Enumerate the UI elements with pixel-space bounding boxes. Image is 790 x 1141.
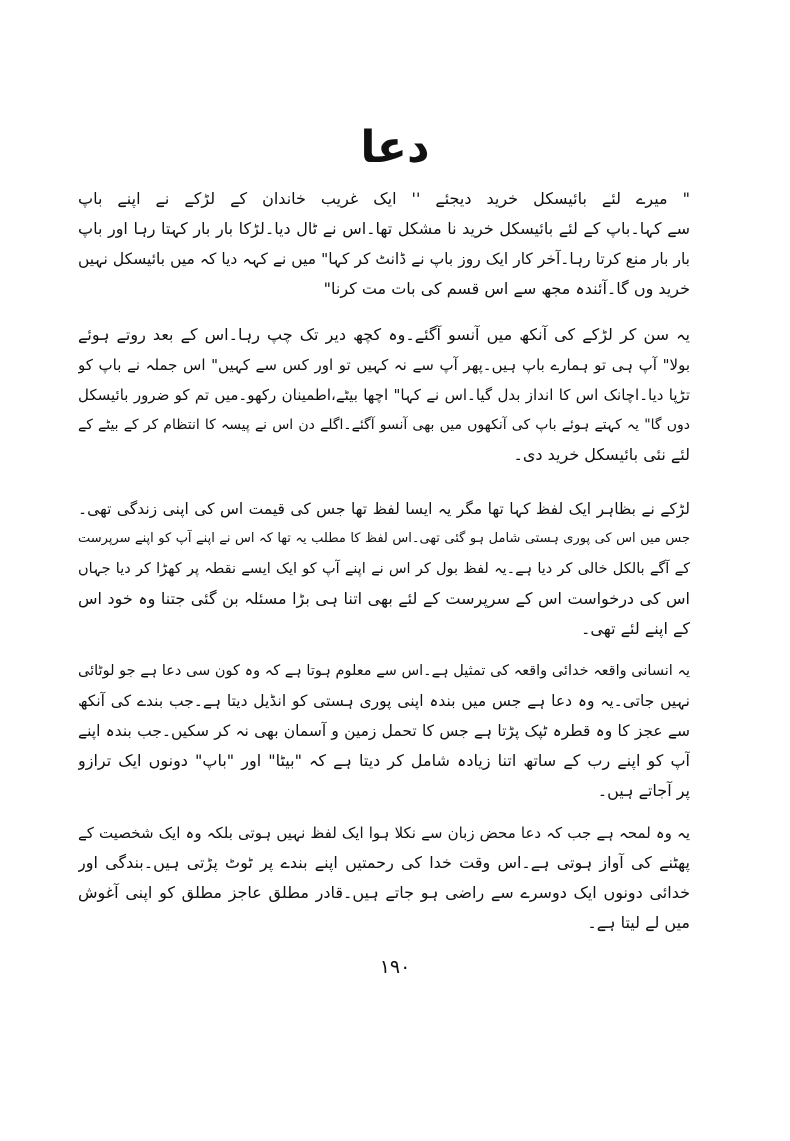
text-line: میں لے لیتا ہے۔ xyxy=(587,913,690,932)
text-line: یہ سن کر لڑکے کی آنکھ میں آنسو آگئے۔وہ کچھ دیر تک چپ رہا۔اس کے بعد روتے ہوئے xyxy=(78,325,690,344)
text-line: لئے نئی بائیسکل خرید دی۔ xyxy=(513,445,690,464)
text-line: کے اپنے لئے تھی۔ xyxy=(581,619,690,638)
page-number: ۱۹۰ xyxy=(379,956,411,978)
text-line: جس میں اس کی پوری ہستی شامل ہو گئی تھی۔اس لفظ کا مطلب یہ تھا کہ اس نے اپنے آپ کو اپنے سرپرست xyxy=(78,531,690,546)
text-line: خرید وں گا۔آئندہ مجھ سے اس قسم کی بات مت کرنا" xyxy=(323,279,690,298)
text-line: بار بار منع کرتا رہا۔آخر کار ایک روز باپ نے ڈانٹ کر کہا" میں نے کہہ دیا کہ میں بائیسکل نہیں xyxy=(78,250,690,268)
text-line: بولا" آپ ہی تو ہمارے باپ ہیں۔پھر آپ سے نہ کہیں تو اور کس سے کہیں" اس جملہ نے باپ کو xyxy=(78,356,690,374)
text-line: خدائی دونوں ایک دوسرے سے راضی ہو جاتے ہیں۔قادر مطلق عاجز مطلق کو اپنی آغوش xyxy=(78,883,690,902)
text-line: نہیں جاتی۔یہ وہ دعا ہے جس میں بندہ اپنی پوری ہستی کو انڈیل دیتا ہے۔جب بندے کی آنکھ xyxy=(78,692,690,710)
text-line: پھٹنے کی آواز ہوتی ہے۔اس وقت خدا کی رحمتیں اپنے بندے پر ٹوٹ پڑتی ہیں۔بندگی اور xyxy=(78,853,690,872)
text-line: دوں گا" یہ کہتے ہوئے باپ کی آنکھوں میں بھی آنسو آگئے۔اگلے دن اس نے پیسہ کا انتظام کر کے بیٹے کے xyxy=(78,417,690,433)
text-line: تڑپا دیا۔اچانک اس کا انداز بدل گیا۔اس نے کہا" اچھا بیٹے،اطمینان رکھو۔میں تم کو ضرور بائیسکل xyxy=(78,386,690,404)
paragraph-1 xyxy=(78,184,690,304)
paragraph-3 xyxy=(78,494,690,644)
text-line: سے کہا۔باپ کے لئے بائیسکل خرید نا مشکل تھا۔اس نے ٹال دیا۔لڑکا بار بار کہتا رہا اور باپ xyxy=(78,219,690,238)
text-line: یہ انسانی واقعہ خدائی واقعہ کی تمثیل ہے۔اس سے معلوم ہوتا ہے کہ وہ کون سی دعا ہے جو لوٹائی xyxy=(78,663,690,679)
text-line: پر آجاتے ہیں۔ xyxy=(597,781,690,800)
text-line: سے عجز کا وہ قطرہ ٹپک پڑتا ہے جس کا تحمل زمین و آسمان بھی نہ کر سکیں۔جب بندہ اپنے xyxy=(78,722,690,740)
page-title: دعا xyxy=(360,122,430,173)
text-line: یہ وہ لمحہ ہے جب کہ دعا محض زبان سے نکلا ہوا ایک لفظ نہیں ہوتی بلکہ وہ ایک شخصیت کے xyxy=(78,824,690,842)
text-line: لڑکے نے بظاہر ایک لفظ کہا تھا مگر یہ ایسا لفظ تھا جس کی قیمت اس کی اپنی زندگی تھی۔ xyxy=(78,500,690,518)
paragraph-5 xyxy=(78,818,690,938)
text-line: کے آگے بالکل خالی کر دیا ہے۔یہ لفظ بول کر اس نے اپنے آپ کو ایک ایسے نقطہ پر کھڑا کر دیا جہاں xyxy=(78,561,690,577)
text-line: آپ کو اپنے رب کے ساتھ اتنا زیادہ شامل کر دیتا ہے کہ "بیٹا" اور "باپ" دونوں ایک ترازو xyxy=(78,751,690,770)
paragraph-4 xyxy=(78,656,690,806)
text-line: " میرے لئے بائیسکل خرید دیجئے '' ایک غریب خاندان کے لڑکے نے اپنے باپ xyxy=(78,189,690,208)
paragraph-2 xyxy=(78,320,690,470)
text-line: اس کی درخواست اس کے سرپرست کے لئے بھی اتنا ہی بڑا مسئلہ بن گئی جتنا وہ خود اس xyxy=(78,589,690,608)
